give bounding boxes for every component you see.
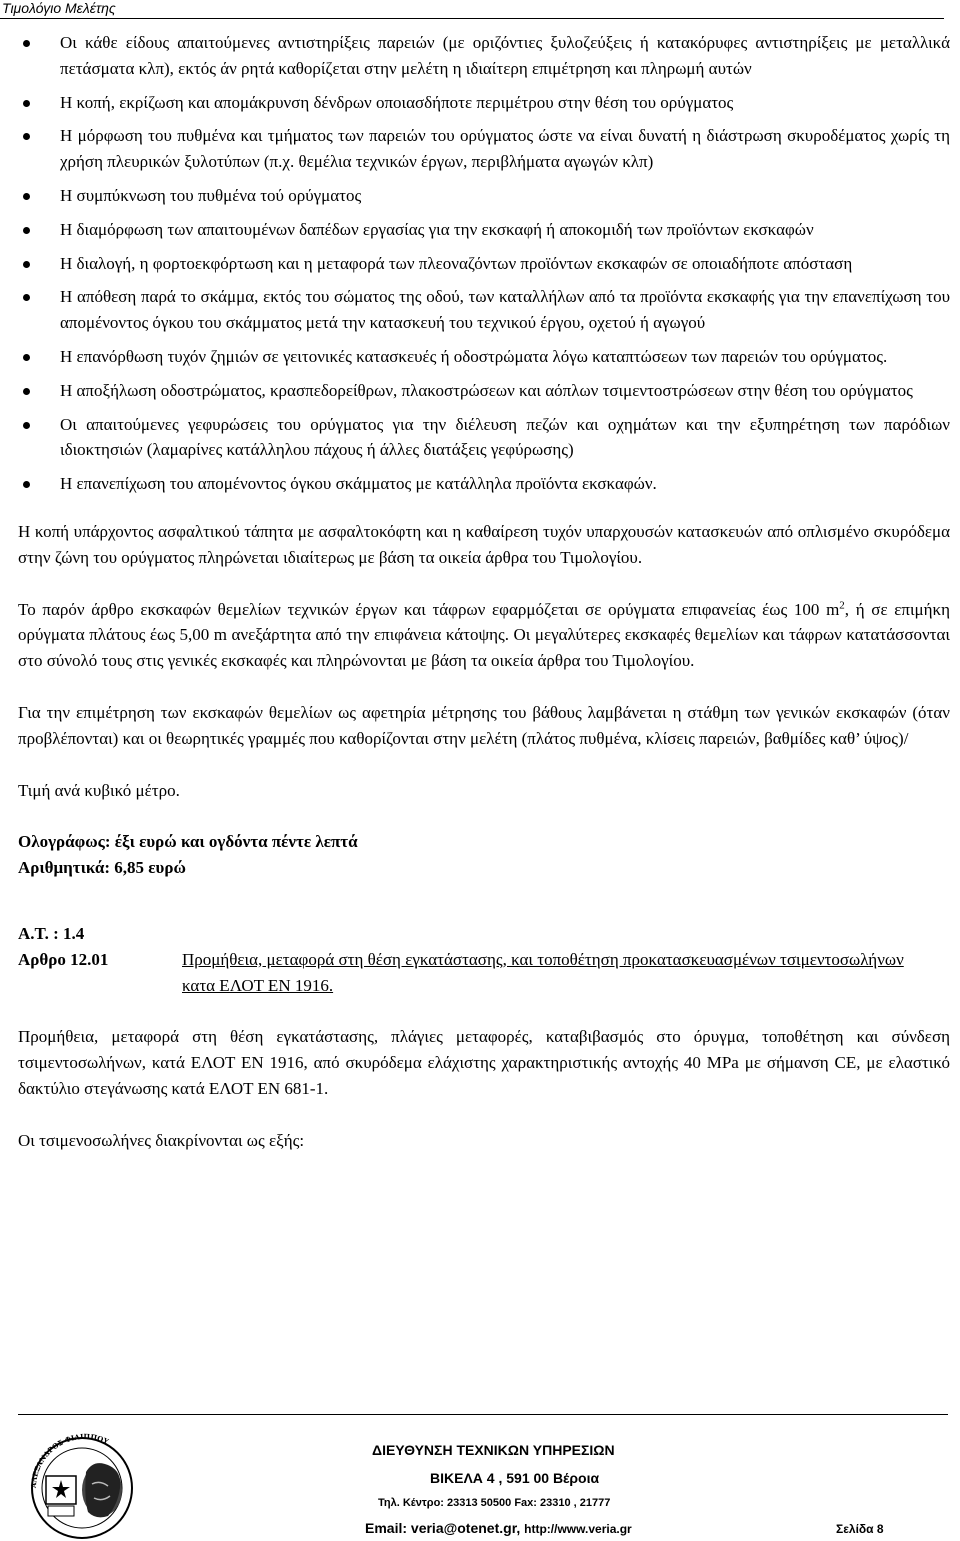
scope-paragraph: Το παρόν άρθρο εκσκαφών θεμελίων τεχνικών έργων και τάφρων εφαρμόζεται σε ορύγματα επιφανείας έως 100 $m^2$, ή σε επιμήκη ορύγματα πλάτους έως 5,00 m ανεξάρτητα από την επιφάνεια κάτοψης. Οι μεγαλύτερες εκσκαφές θεμελίων και τάφρων κατατάσσονται στο σύνολό τους στις γενικές εκσκαφές και πληρώνονται με βάση τα οικεία άρθρα του Τιμολογίου. [18, 598, 951, 671]
list-item: Η επανόρθωση τυχόν ζημιών σε γειτονικές κατασκευές ή οδοστρώματα λόγω καταπτώσεων των παρειών του ορύγματος. [18, 344, 950, 370]
department-name: ΔΙΕΥΘΥΝΣΗ ΤΕΧΝΙΚΩΝ ΥΠΗΡΕΣΙΩΝ [372, 1442, 615, 1458]
asphalt-paragraph: Η κοπή υπάρχοντος ασφαλτικού τάπητα με ασφαλτοκόφτη και η καθαίρεση τυχόν υπαρχουσών κατασκευών από οπλισμένο σκυρόδεμα στην ζώνη του ορύγματος πληρώνεται ιδιαίτερως με βάση τα οικεία άρθρα του Τιμολογίου. [18, 521, 950, 567]
article-title: Προμήθεια, μεταφορά στη θέση εγκατάστασης, και τοποθέτηση προκατασκευασμένων τσιμεντοσωλήνων κατα ΕΛΟΤ ΕΝ 1916. [182, 949, 904, 995]
bullet-icon [23, 193, 30, 200]
list-item: Οι κάθε είδους απαιτούμενες αντιστηρίξεις παρειών (με οριζόντιες ξυλοζεύξεις ή κατακόρυφες αντιστηρίξεις με μεταλλικά πετάσματα κλπ), εκτός άν ρητά καθορίζεται στην μελέτη η ιδιαίτερη επιμέτρηση και πληρωμή αυτών [18, 30, 950, 82]
list-item: Η μόρφωση του πυθμένα και τμήματος των παρειών του ορύγματος ώστε να είναι δυνατή η διάστρωση σκυροδέματος χωρίς τη χρήση πλευρικών ξυλοτύπων (π.χ. θεμέλια τεχνικών έργων, περιβλήματα αγωγών κλπ) [18, 123, 950, 175]
list-item: Η απόθεση παρά το σκάμμα, εκτός του σώματος της οδού, των καταλλήλων από τα προϊόντα εκσκαφής για την επανεπίχωση του απομένοντος όγκου του σκάμματος μετά την κατασκευή του τεχνικού έργου, οχετού ή αγωγού [18, 284, 950, 336]
contact-line: Email: veria@otenet.gr, http://www.veria.gr [365, 1520, 632, 1536]
list-item: Οι απαιτούμενες γεφυρώσεις του ορύγματος για την διέλευση πεζών και οχημάτων και την εξυπηρέτηση των παρόδιων ιδιοκτησιών (λαμαρίνες κατάλληλου πάχους ή άλλες διατάξεις γεφύρωσης) [18, 412, 950, 464]
phone-fax: Τηλ. Κέντρο: 23313 50500 Fax: 23310 , 21777 [378, 1497, 611, 1509]
bullet-icon [23, 40, 30, 47]
unit-price-text: Τιμή ανά κυβικό μέτρο. [18, 780, 180, 800]
footer-divider [18, 1414, 948, 1415]
bullet-icon [23, 294, 30, 301]
article-heading [18, 921, 950, 998]
list-item: Η διαμόρφωση των απαιτουμένων δαπέδων εργασίας για την εκσκαφή ή αποκομιδή των προϊόντων εκσκαφών [18, 217, 950, 243]
article-code: Α.Τ. : 1.4 [18, 923, 85, 943]
list-item: Η κοπή, εκρίζωση και απομάκρυνση δένδρων οποιασδήποτε περιμέτρου στην θέση του ορύγματος [18, 90, 950, 116]
bullet-icon [23, 388, 30, 395]
bullet-icon [23, 227, 30, 234]
classification-intro: Οι τσιμενοσωλήνες διακρίνονται ως εξής: [18, 1130, 305, 1150]
inclusions-list [18, 30, 950, 497]
svg-text:ΑΛΕΞΑΝΔΡΟΣ ΦΙΛΙΠΠΟΥ: ΑΛΕΞΑΝΔΡΟΣ ΦΙΛΙΠΠΟΥ [28, 1432, 110, 1489]
bullet-icon [23, 481, 30, 488]
list-item: Η αποξήλωση οδοστρώματος, κρασπεδορείθρων, πλακοστρώσεων και αόπλων τσιμεντοστρώσεων στην θέση του ορύγματος [18, 378, 950, 404]
article-description: Προμήθεια, μεταφορά στη θέση εγκατάστασης, πλάγιες μεταφορές, καταβιβασμός στο όρυγμα, τοποθέτηση και σύνδεση τσιμεντοσωλήνων, κατά ΕΛΟΤ ΕΝ 1916, από σκυρόδεμα ελάχιστης χαρακτηριστικής αντοχής 40 MPa με σήμανση CE, με ελαστικό δακτύλιο στεγάνωσης κατά ΕΛΟΤ ΕΝ 681-1. [18, 1027, 950, 1098]
list-item: Η επανεπίχωση του απομένοντος όγκου σκάμματος με κατάλληλα προϊόντα εκσκαφών. [18, 471, 950, 497]
measurement-paragraph: Για την επιμέτρηση των εκσκαφών θεμελίων ως αφετηρία μέτρησης του βάθους λαμβάνεται η στάθμη των γενικών εκσκαφών (όταν προβλέπονται) και οι θεωρητικές γραμμές που καθορίζονται στην μελέτη (πλάτος πυθμένα, κλίσεις παρειών, βαθμίδες καθ’ ύψος)/ [18, 702, 950, 748]
list-item: Η συμπύκνωση του πυθμένα τού ορύγματος [18, 183, 950, 209]
bullet-icon [23, 354, 30, 361]
running-header: Τιμολόγιο Μελέτης [0, 0, 944, 19]
email-link[interactable]: veria@otenet.gr [410, 1520, 517, 1536]
municipality-seal-logo [22, 1432, 150, 1540]
page-number: Σελίδα 8 [836, 1522, 884, 1536]
address: ΒΙΚΕΛΑ 4 , 591 00 Βέροια [430, 1470, 600, 1486]
price-in-numbers: Αριθμητικά: 6,85 ευρώ [18, 858, 186, 878]
bullet-icon [23, 422, 30, 429]
document-body [18, 30, 950, 1180]
list-item: Η διαλογή, η φορτοεκφόρτωση και η μεταφορά των πλεοναζόντων προϊόντων εκσκαφών σε οποιαδήποτε απόσταση [18, 251, 950, 277]
page-footer [0, 1414, 960, 1541]
website-link[interactable]: http://www.veria.gr [524, 1522, 632, 1536]
article-number: Αρθρο 12.01 [18, 949, 109, 969]
bullet-icon [23, 100, 30, 107]
price-in-words: Ολογράφως: έξι ευρώ και ογδόντα πέντε λεπτά [18, 832, 358, 852]
bullet-icon [23, 261, 30, 268]
bullet-icon [23, 133, 30, 140]
